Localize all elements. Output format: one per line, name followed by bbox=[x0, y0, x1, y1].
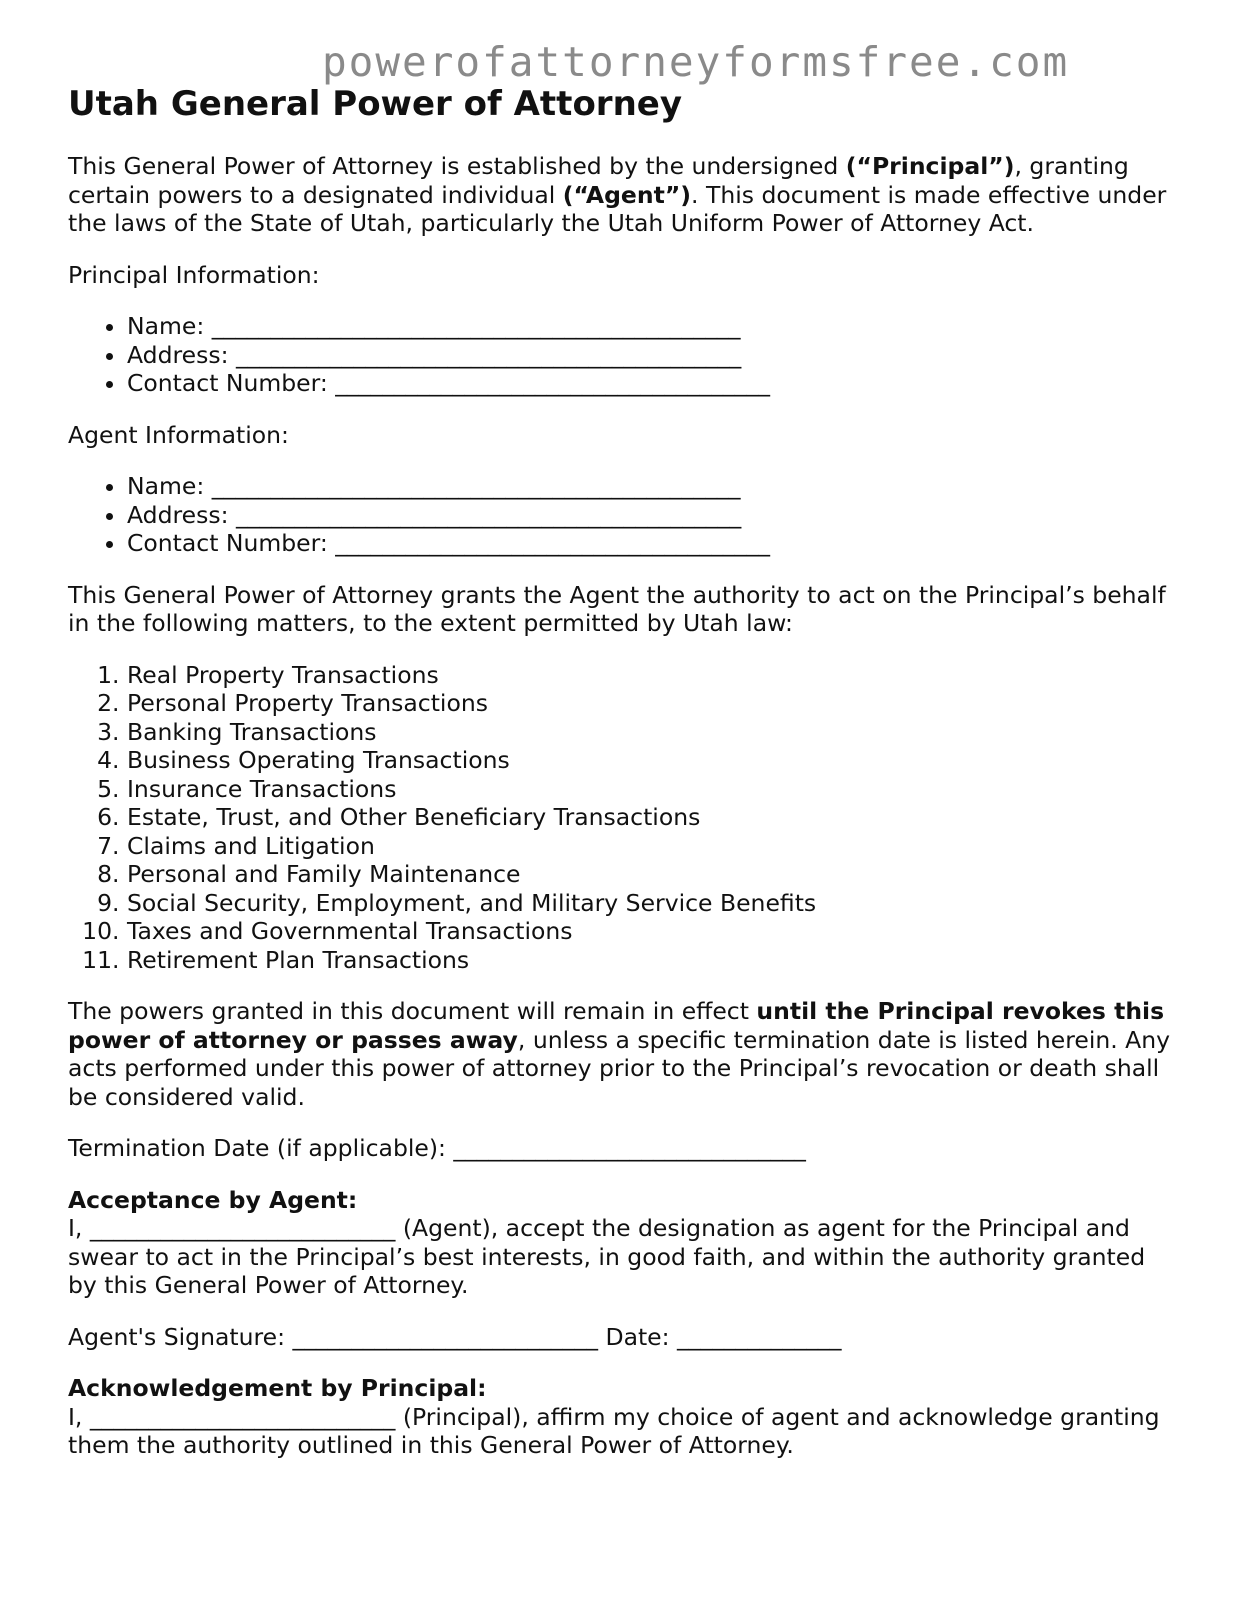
agent-name-item bbox=[127, 472, 1178, 501]
agent-address-item bbox=[127, 501, 1178, 530]
principal-contact-blank[interactable]: _____________________________________ bbox=[335, 369, 771, 397]
power-item: 3. Banking Transactions bbox=[127, 718, 1178, 747]
acknowledgement-prefix: I, bbox=[68, 1402, 90, 1431]
principal-name-item bbox=[127, 312, 1178, 341]
termination-line bbox=[68, 1134, 1178, 1163]
power-item: 10. Taxes and Governmental Transactions bbox=[127, 917, 1178, 946]
power-item: 5. Insurance Transactions bbox=[127, 775, 1178, 804]
agent-contact-item bbox=[127, 529, 1178, 558]
agent-term: (“Agent”) bbox=[562, 180, 692, 209]
intro-paragraph bbox=[68, 152, 1178, 238]
watermark-text: powerofattorneyformsfree.com bbox=[322, 38, 1070, 86]
principal-contact-item bbox=[127, 369, 1178, 398]
agent-contact-blank[interactable]: _____________________________________ bbox=[335, 529, 771, 557]
field-label: Address: bbox=[127, 340, 236, 369]
field-label: Contact Number: bbox=[127, 369, 336, 397]
principal-info-list bbox=[68, 312, 1178, 398]
acknowledgement-section bbox=[68, 1374, 1178, 1460]
power-item: 11. Retirement Plan Transactions bbox=[127, 946, 1178, 975]
principal-address-blank[interactable]: ___________________________________________ bbox=[235, 340, 742, 369]
field-label: Contact Number: bbox=[127, 529, 336, 557]
powers-list bbox=[68, 661, 1178, 975]
power-item: 8. Personal and Family Maintenance bbox=[127, 860, 1178, 889]
agent-name-blank[interactable]: _____________________________________________ bbox=[211, 472, 741, 500]
document-page bbox=[68, 82, 1178, 1483]
agent-info-label: Agent Information: bbox=[68, 420, 289, 449]
principal-name-blank[interactable]: _____________________________________________ bbox=[211, 312, 741, 340]
acceptance-agent-name-blank[interactable]: __________________________ bbox=[89, 1214, 396, 1242]
power-item: 9. Social Security, Employment, and Military Service Benefits bbox=[127, 889, 1178, 918]
duration-bold: until the Principal revokes this power of attorney or passes away bbox=[68, 997, 1165, 1054]
acknowledgement-principal-name-blank[interactable]: __________________________ bbox=[89, 1402, 396, 1431]
power-item: 6. Estate, Trust, and Other Beneficiary Transactions bbox=[127, 803, 1178, 832]
duration-paragraph bbox=[68, 997, 1178, 1111]
acceptance-prefix: I, bbox=[68, 1214, 90, 1242]
agent-signature-line bbox=[68, 1323, 1178, 1352]
agent-date-blank[interactable]: ______________ bbox=[677, 1322, 842, 1351]
acceptance-section bbox=[68, 1186, 1178, 1300]
intro-text-2: , granting certain powers to a designated individual bbox=[68, 152, 1129, 209]
agent-date-label: Date: bbox=[598, 1322, 678, 1351]
power-item: 4. Business Operating Transactions bbox=[127, 746, 1178, 775]
principal-info-label: Principal Information: bbox=[68, 260, 320, 289]
document-title: Utah General Power of Attorney bbox=[68, 84, 682, 124]
grants-paragraph: This General Power of Attorney grants the Agent the authority to act on the Principal’s behalf in the following matters, to the extent permitted by Utah law: bbox=[68, 580, 1166, 637]
principal-address-item bbox=[127, 341, 1178, 370]
termination-label: Termination Date (if applicable): bbox=[68, 1134, 454, 1162]
field-label: Name: bbox=[127, 312, 212, 340]
acceptance-text: (Agent), accept the designation as agent for the Principal and swear to act in the Principal’s best interests, in good faith, and within the authority granted by this General Power of Attorney. bbox=[68, 1214, 1146, 1299]
agent-address-blank[interactable]: ___________________________________________ bbox=[235, 500, 742, 529]
power-item: 1. Real Property Transactions bbox=[127, 661, 1178, 690]
power-item: 2. Personal Property Transactions bbox=[127, 689, 1178, 718]
agent-signature-blank[interactable]: __________________________ bbox=[292, 1322, 598, 1351]
agent-info-list bbox=[68, 472, 1178, 558]
duration-text-1: The powers granted in this document will remain in effect bbox=[68, 997, 757, 1025]
power-item: 7. Claims and Litigation bbox=[127, 832, 1178, 861]
intro-text-1: This General Power of Attorney is established by the undersigned bbox=[68, 152, 846, 180]
acknowledgement-text: (Principal), affirm my choice of agent and acknowledge granting them the authority outlined in this General Power of Attorney. bbox=[68, 1402, 1160, 1459]
duration-text-2: , unless a specific termination date is listed herein. Any acts performed under this power of attorney prior to the Principal’s revocation or death shall be considered valid. bbox=[68, 1025, 1171, 1111]
field-label: Name: bbox=[127, 472, 212, 500]
field-label: Address: bbox=[127, 500, 236, 529]
principal-term: (“Principal”) bbox=[845, 152, 1015, 180]
termination-date-blank[interactable]: ______________________________ bbox=[453, 1134, 806, 1162]
acknowledgement-heading: Acknowledgement by Principal: bbox=[68, 1374, 487, 1402]
agent-signature-label: Agent's Signature: bbox=[68, 1322, 293, 1351]
intro-text-3: . This document is made effective under the laws of the State of Utah, particularly the Utah Uniform Power of Attorney Act. bbox=[68, 180, 1167, 237]
acceptance-heading: Acceptance by Agent: bbox=[68, 1185, 358, 1214]
